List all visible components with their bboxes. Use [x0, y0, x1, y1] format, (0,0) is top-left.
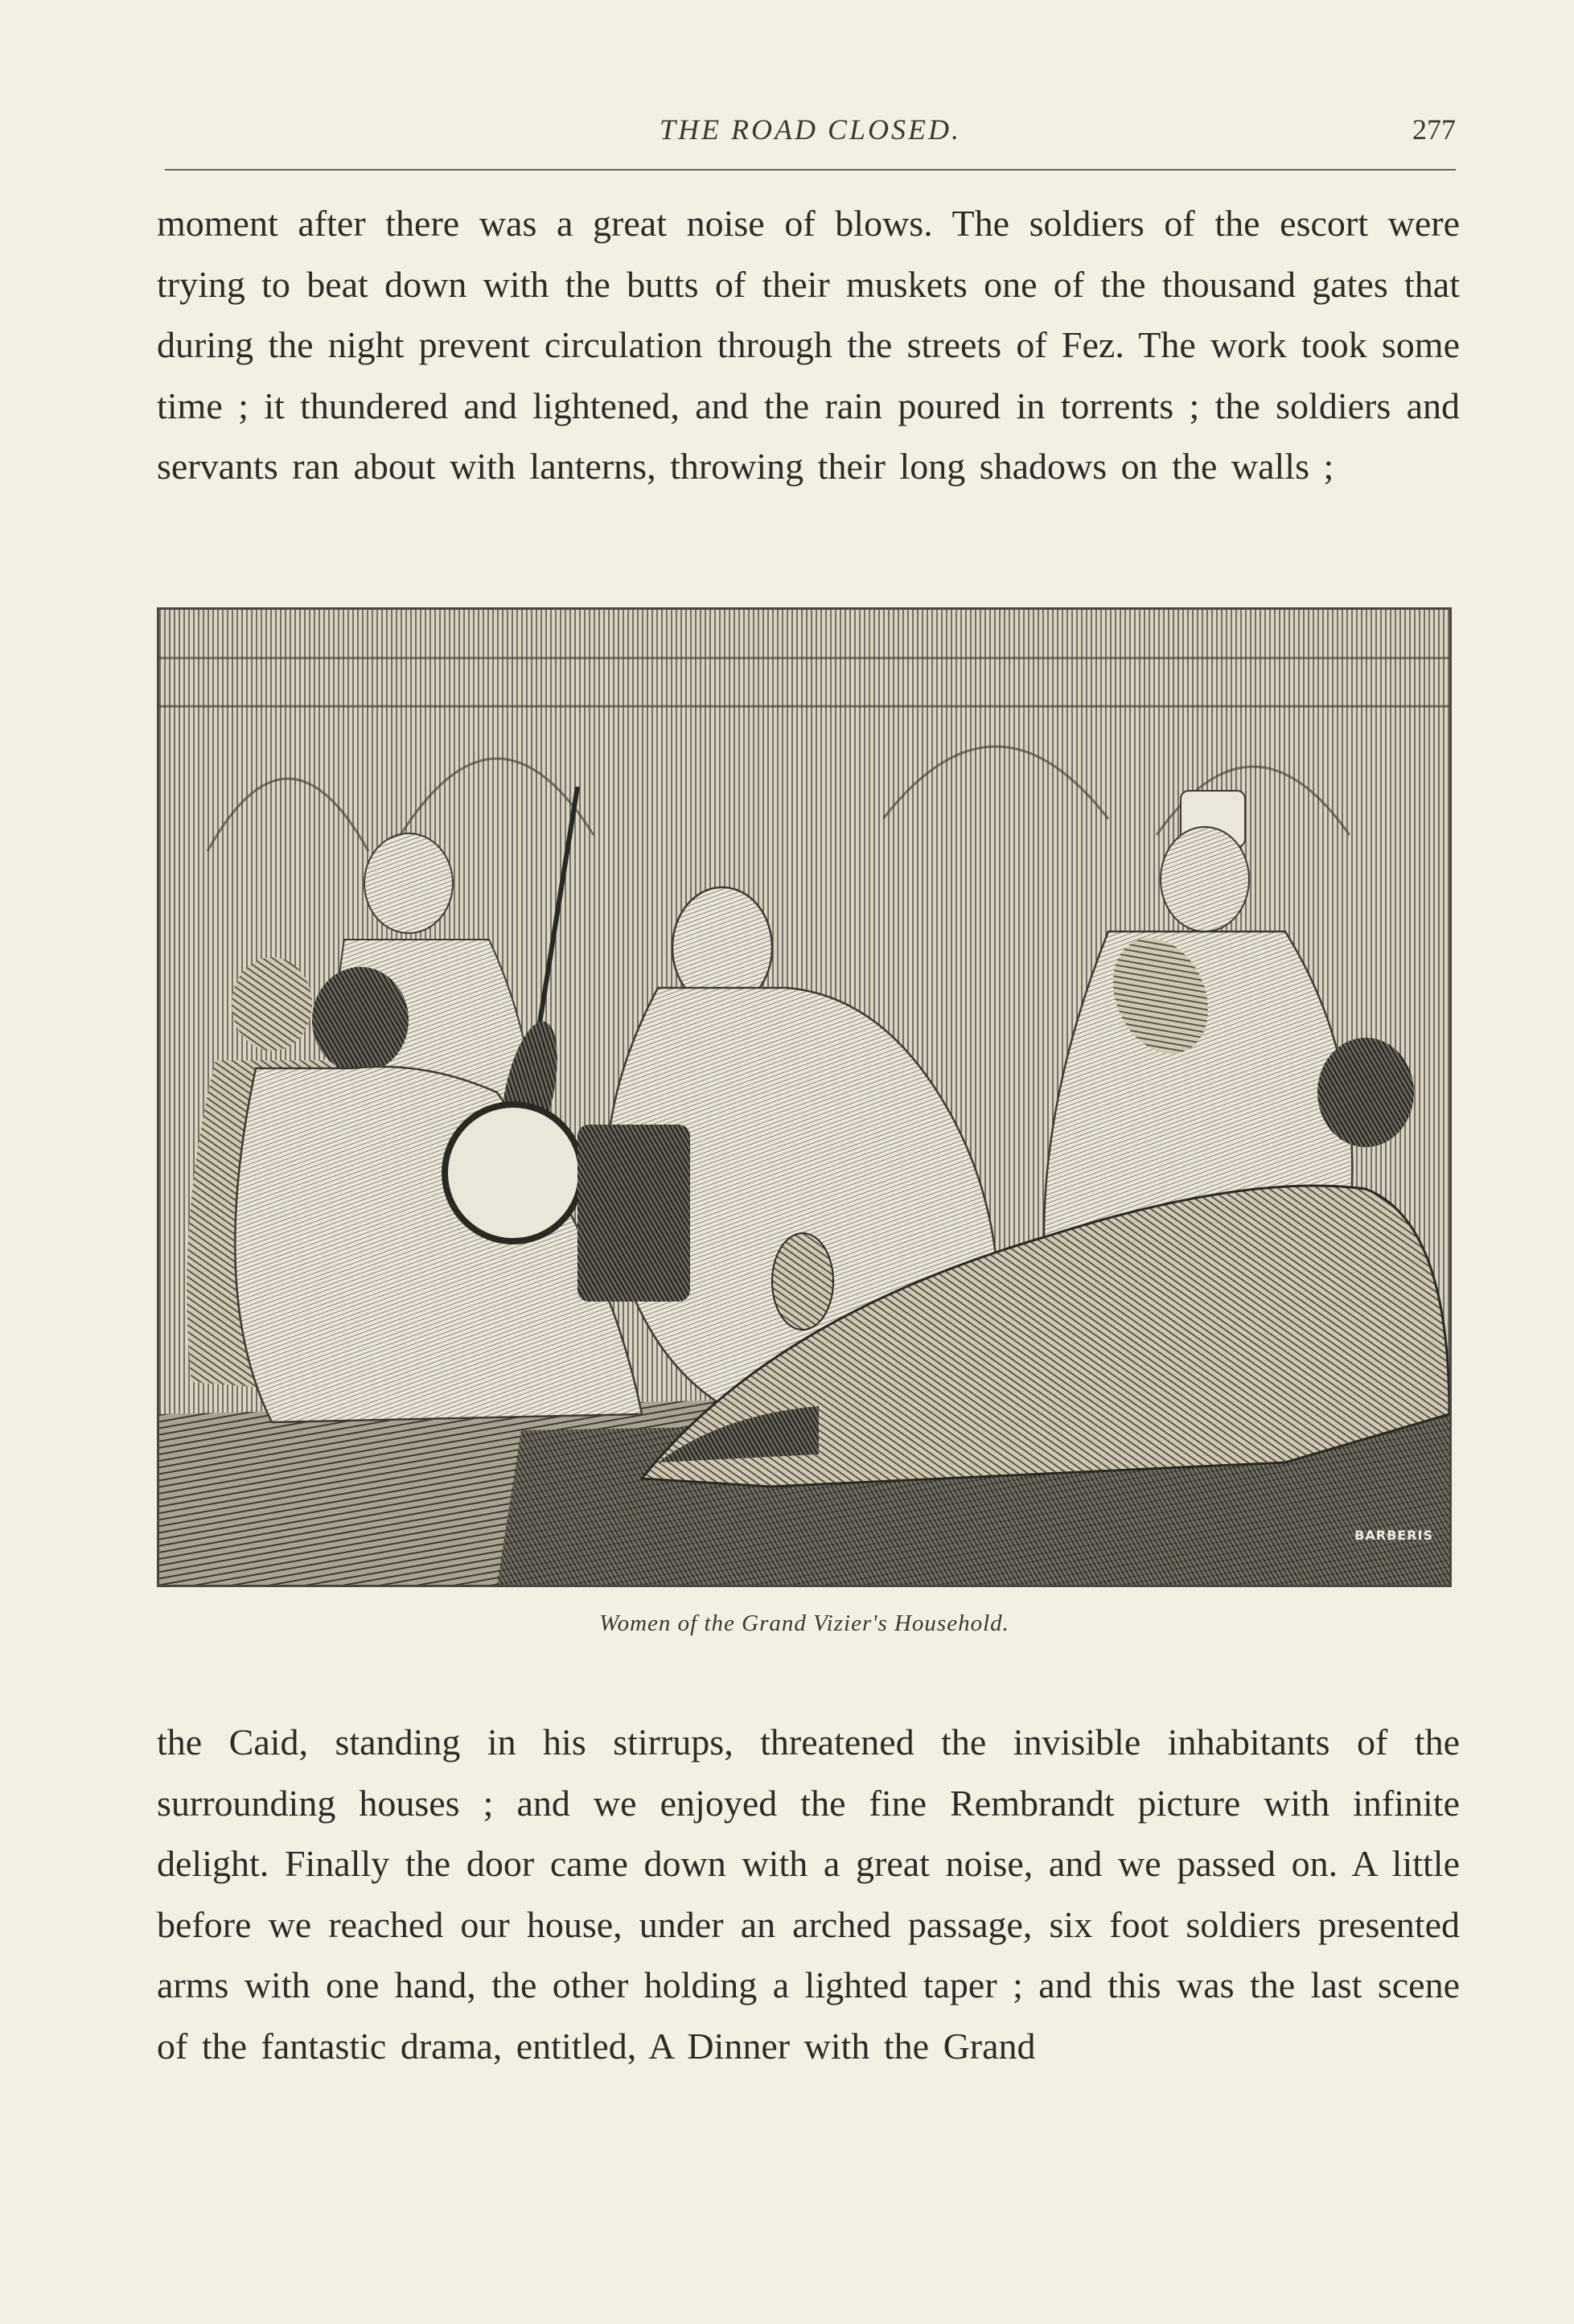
text-after: the Caid, standing in his stirrups, threatened the invisible inhabitants of the surrounding houses ; and we enjoyed the fine Rembrandt picture with infinite delight. Finally the door came down with a great noise, and we passed on. A little before we reached our house, under an arched passage, six foot soldiers presented arms with one hand, the other holding a lighted taper ; and this was the last scene of the fantastic drama, entitled, A Dinner with the Grand [157, 1721, 1460, 2067]
page-number: 277 [1412, 113, 1456, 146]
engraving-drawing [159, 610, 1449, 1585]
engraving-illustration [157, 607, 1452, 1587]
paragraph-after-illustration [157, 1712, 1460, 2076]
running-title: THE ROAD CLOSED. [659, 113, 961, 146]
paragraph-before-illustration [157, 193, 1460, 497]
engraver-signature: BARBERIS [1354, 1528, 1433, 1543]
illustration-caption: Women of the Grand Vizier's Household. [599, 1610, 1009, 1636]
running-head [165, 106, 1456, 154]
header-rule [165, 169, 1456, 171]
text-before: moment after there was a great noise of blows. The soldiers of the escort were trying to beat down with the butts of their muskets one of the thousand gates that during the night prevent circulation through the streets of Fez. The work took some time ; it thundered and lightened, and the rain poured in torrents ; the soldiers and servants ran about with lanterns, throwing their long shadows on the walls ; [157, 203, 1460, 487]
